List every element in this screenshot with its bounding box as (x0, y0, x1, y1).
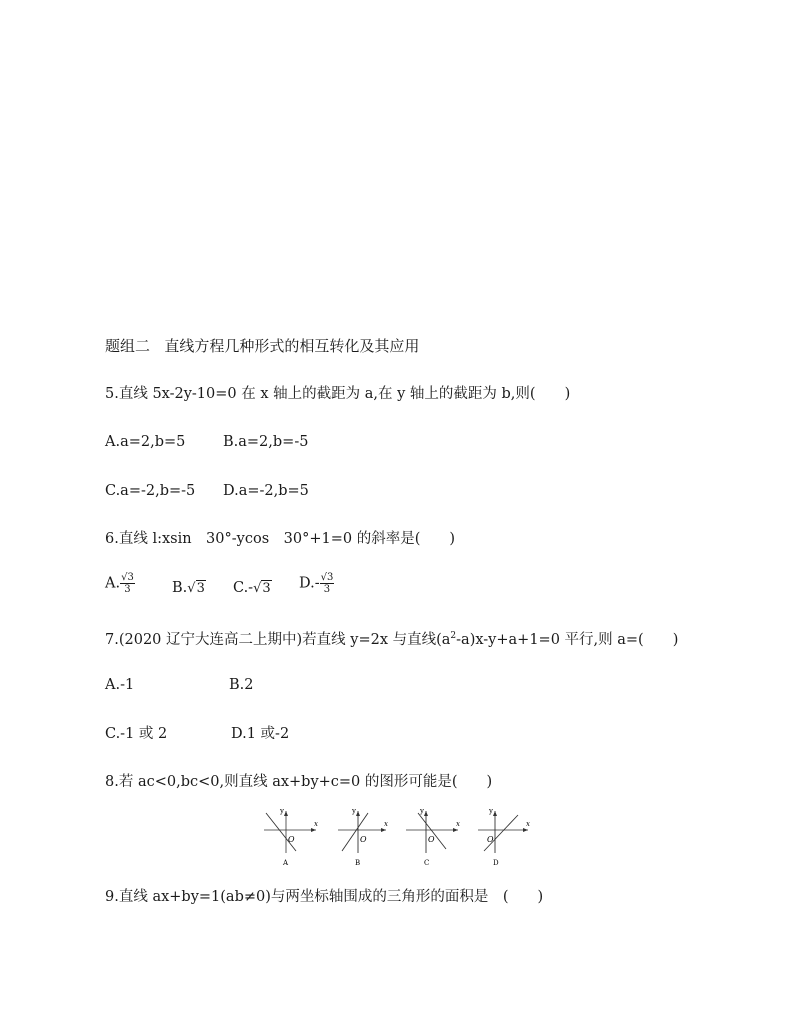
question-8-stem: 8.若 ac<0,bc<0,则直线 ax+by+c=0 的图形可能是( ) (105, 774, 493, 790)
section-title: 直线方程几种形式的相互转化及其应用 (164, 337, 420, 355)
section-heading (105, 336, 419, 356)
section-label: 题组二 (105, 337, 151, 355)
q6-option-b: B.√3 (172, 580, 205, 596)
q5-option-d: D.a=-2,b=5 (223, 483, 309, 499)
q5-option-b: B.a=2,b=-5 (223, 434, 309, 450)
fraction: $\frac{√3}{3}$ (121, 572, 134, 595)
sqrt-sign: √ (253, 581, 262, 596)
q5-option-c: C.a=-2,b=-5 (105, 483, 196, 499)
graph-a-origin: O (288, 835, 295, 844)
q6-option-d: D.- $\frac{√3}{3}$ (299, 572, 334, 595)
graph-c-origin: O (428, 835, 435, 844)
question-7-stem: 7.(2020 辽宁大连高二上期中)若直线 y=2x 与直线$(a^2-a)x-y+a+1=0$ 平行,则 a=( ) (105, 631, 679, 648)
graph-c (406, 807, 460, 867)
graph-b-origin: O (360, 835, 367, 844)
graph-a-y-label: y (280, 807, 284, 815)
question-6-stem: 6.直线 l:xsin 30°-ycos 30°+1=0 的斜率是( ) (105, 531, 456, 547)
graph-b-label: B (355, 859, 361, 867)
graph-d-x-label: x (526, 820, 530, 828)
fraction: $\frac{√3}{3}$ (320, 572, 334, 595)
q6-option-a: A. $\frac{√3}{3}$ (105, 572, 134, 595)
graph-a (264, 807, 318, 867)
graph-d-origin: O (487, 835, 494, 844)
q7-option-b: B.2 (229, 677, 254, 693)
graph-d-y-label: y (489, 807, 493, 815)
q8-graph-options (256, 805, 536, 870)
q5-option-a: A.a=2,b=5 (105, 434, 186, 450)
sqrt-sign: √ (187, 581, 196, 596)
graph-c-label: C (424, 859, 430, 867)
q7-option-d: D.1 或-2 (231, 726, 290, 742)
graph-c-x-label: x (456, 820, 460, 828)
q6-option-c: C.-√3 (233, 580, 271, 596)
question-5-stem: 5.直线 5x-2y-10=0 在 x 轴上的截距为 a,在 y 轴上的截距为 b,则( ) (105, 386, 571, 402)
q7-option-c: C.-1 或 2 (105, 726, 168, 742)
graph-d-label: D (493, 859, 499, 867)
question-9-stem: 9.直线 ax+by=1(ab≠0)与两坐标轴围成的三角形的面积是 ( ) (105, 889, 544, 905)
graph-b (338, 807, 388, 867)
graph-c-y-label: y (420, 807, 424, 815)
q7-option-a: A.-1 (105, 677, 135, 693)
graph-b-x-label: x (384, 820, 388, 828)
graph-b-y-label: y (352, 807, 356, 815)
graph-a-label: A (283, 859, 289, 867)
graph-d (478, 807, 530, 867)
graph-a-x-label: x (314, 820, 318, 828)
